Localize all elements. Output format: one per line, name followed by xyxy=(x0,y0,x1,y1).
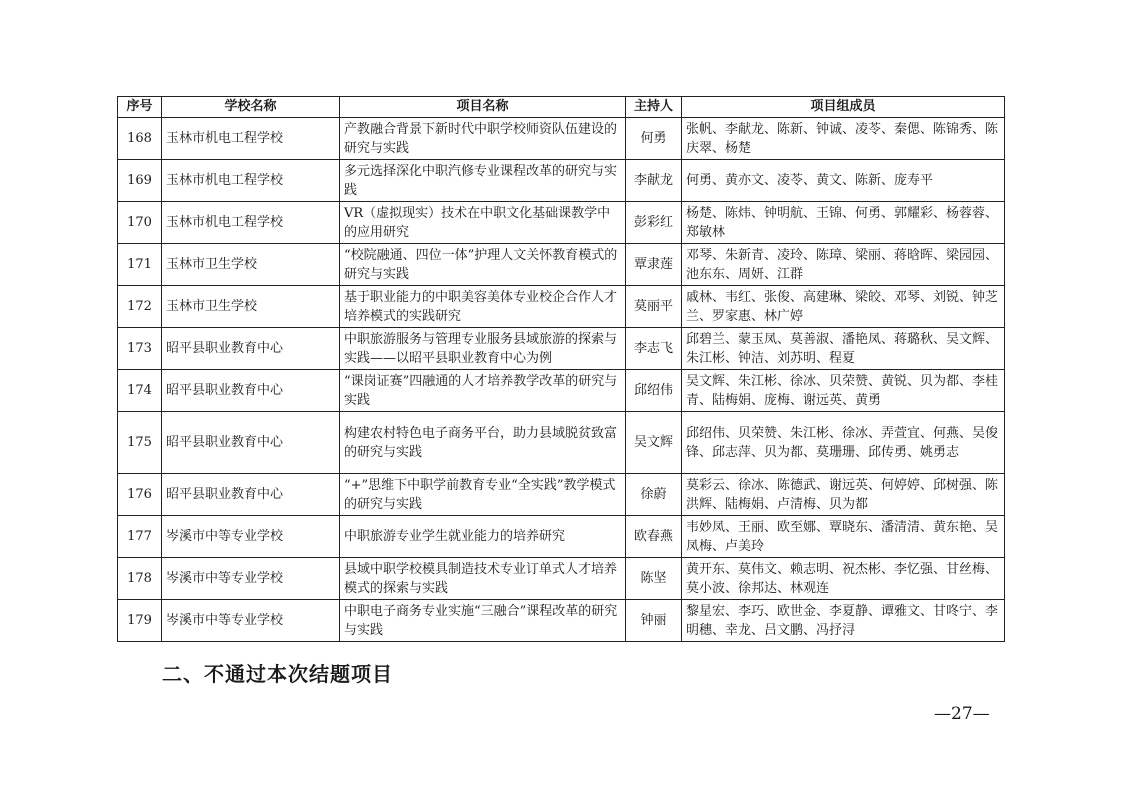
table-row xyxy=(118,558,1005,600)
row-school: 玉林市机电工程学校 xyxy=(162,118,340,160)
row-host: 钟丽 xyxy=(626,600,682,642)
table-header-row xyxy=(118,97,1005,118)
row-school: 昭平县职业教育中心 xyxy=(162,474,340,516)
row-project: “+”思维下中职学前教育专业“全实践”教学模式的研究与实践 xyxy=(340,474,626,516)
row-members: 黎星宏、李巧、欧世金、李夏静、谭雅文、甘咚宁、李明穗、幸龙、吕文鹏、冯抒浔 xyxy=(682,600,1005,642)
row-school: 昭平县职业教育中心 xyxy=(162,412,340,474)
row-project: 多元选择深化中职汽修专业课程改革的研究与实践 xyxy=(340,160,626,202)
table-row xyxy=(118,118,1005,160)
row-school: 岑溪市中等专业学校 xyxy=(162,516,340,558)
table-row xyxy=(118,412,1005,474)
row-project: 中职旅游专业学生就业能力的培养研究 xyxy=(340,516,626,558)
header-host: 主持人 xyxy=(626,97,682,118)
table-row xyxy=(118,244,1005,286)
table-row xyxy=(118,202,1005,244)
row-school: 昭平县职业教育中心 xyxy=(162,370,340,412)
table-row xyxy=(118,600,1005,642)
row-project: VR（虚拟现实）技术在中职文化基础课教学中的应用研究 xyxy=(340,202,626,244)
results-table xyxy=(117,96,1005,642)
row-members: 韦妙凤、王丽、欧至娜、覃晓东、潘清清、黄东艳、吴凤梅、卢美玲 xyxy=(682,516,1005,558)
row-members: 何勇、黄亦文、凌苓、黄文、陈新、庞寿平 xyxy=(682,160,1005,202)
header-project: 项目名称 xyxy=(340,97,626,118)
row-members: 吴文辉、朱江彬、徐冰、贝荣赞、黄锐、贝为都、李桂青、陆梅娟、庞梅、谢远英、黄勇 xyxy=(682,370,1005,412)
row-school: 玉林市卫生学校 xyxy=(162,244,340,286)
row-project: “课岗证赛”四融通的人才培养教学改革的研究与实践 xyxy=(340,370,626,412)
row-host: 何勇 xyxy=(626,118,682,160)
row-host: 欧春燕 xyxy=(626,516,682,558)
row-members: 邱绍伟、贝荣赞、朱江彬、徐冰、弄萱宜、何燕、吴俊锋、邱志萍、贝为都、莫珊珊、邱传勇、姚勇志 xyxy=(682,412,1005,474)
row-no: 177 xyxy=(118,516,162,558)
row-project: 中职电子商务专业实施“三融合”课程改革的研究与实践 xyxy=(340,600,626,642)
row-no: 172 xyxy=(118,286,162,328)
row-no: 169 xyxy=(118,160,162,202)
table-row xyxy=(118,474,1005,516)
section-heading: 二、不通过本次结题项目 xyxy=(162,662,393,686)
row-school: 岑溪市中等专业学校 xyxy=(162,558,340,600)
row-members: 戚林、韦红、张俊、高建琳、梁皎、邓琴、刘锐、钟芝兰、罗家惠、林广婷 xyxy=(682,286,1005,328)
table-row xyxy=(118,328,1005,370)
table-row xyxy=(118,516,1005,558)
row-no: 178 xyxy=(118,558,162,600)
row-host: 徐蔚 xyxy=(626,474,682,516)
row-members: 杨楚、陈炜、钟明航、王锦、何勇、郭耀彩、杨蓉蓉、郑敏林 xyxy=(682,202,1005,244)
row-members: 邱碧兰、蒙玉凤、莫善淑、潘艳凤、蒋璐秋、吴文辉、朱江彬、钟洁、刘苏明、程夏 xyxy=(682,328,1005,370)
row-host: 陈坚 xyxy=(626,558,682,600)
row-members: 邓琴、朱新青、凌玲、陈璋、梁丽、蒋晗晖、梁园园、池东东、周妍、江群 xyxy=(682,244,1005,286)
row-host: 莫丽平 xyxy=(626,286,682,328)
row-host: 邱绍伟 xyxy=(626,370,682,412)
row-project: 中职旅游服务与管理专业服务县域旅游的探索与实践——以昭平县职业教育中心为例 xyxy=(340,328,626,370)
row-members: 张帆、李献龙、陈新、钟诚、凌苓、秦偲、陈锦秀、陈庆翠、杨楚 xyxy=(682,118,1005,160)
row-no: 170 xyxy=(118,202,162,244)
row-host: 吴文辉 xyxy=(626,412,682,474)
table-row xyxy=(118,370,1005,412)
row-host: 李志飞 xyxy=(626,328,682,370)
row-project: “校院融通、四位一体”护理人文关怀教育模式的研究与实践 xyxy=(340,244,626,286)
row-no: 174 xyxy=(118,370,162,412)
row-host: 覃隶莲 xyxy=(626,244,682,286)
table-row xyxy=(118,286,1005,328)
row-no: 176 xyxy=(118,474,162,516)
row-school: 玉林市机电工程学校 xyxy=(162,160,340,202)
row-no: 179 xyxy=(118,600,162,642)
row-no: 168 xyxy=(118,118,162,160)
header-no: 序号 xyxy=(118,97,162,118)
row-school: 岑溪市中等专业学校 xyxy=(162,600,340,642)
row-host: 彭彩红 xyxy=(626,202,682,244)
row-project: 县域中职学校模具制造技术专业订单式人才培养模式的探索与实践 xyxy=(340,558,626,600)
row-no: 173 xyxy=(118,328,162,370)
row-project: 构建农村特色电子商务平台，助力县域脱贫致富的研究与实践 xyxy=(340,412,626,474)
page-number: —27— xyxy=(934,704,990,724)
row-school: 玉林市卫生学校 xyxy=(162,286,340,328)
row-members: 莫彩云、徐冰、陈德武、谢远英、何婷婷、邱树强、陈洪辉、陆梅娟、卢清梅、贝为都 xyxy=(682,474,1005,516)
row-no: 175 xyxy=(118,412,162,474)
row-host: 李献龙 xyxy=(626,160,682,202)
row-school: 玉林市机电工程学校 xyxy=(162,202,340,244)
header-members: 项目组成员 xyxy=(682,97,1005,118)
row-members: 黄开东、莫伟文、赖志明、祝杰彬、李忆强、甘丝梅、莫小波、徐邦达、林观连 xyxy=(682,558,1005,600)
row-project: 产教融合背景下新时代中职学校师资队伍建设的研究与实践 xyxy=(340,118,626,160)
table-row xyxy=(118,160,1005,202)
row-school: 昭平县职业教育中心 xyxy=(162,328,340,370)
row-no: 171 xyxy=(118,244,162,286)
header-school: 学校名称 xyxy=(162,97,340,118)
row-project: 基于职业能力的中职美容美体专业校企合作人才培养模式的实践研究 xyxy=(340,286,626,328)
